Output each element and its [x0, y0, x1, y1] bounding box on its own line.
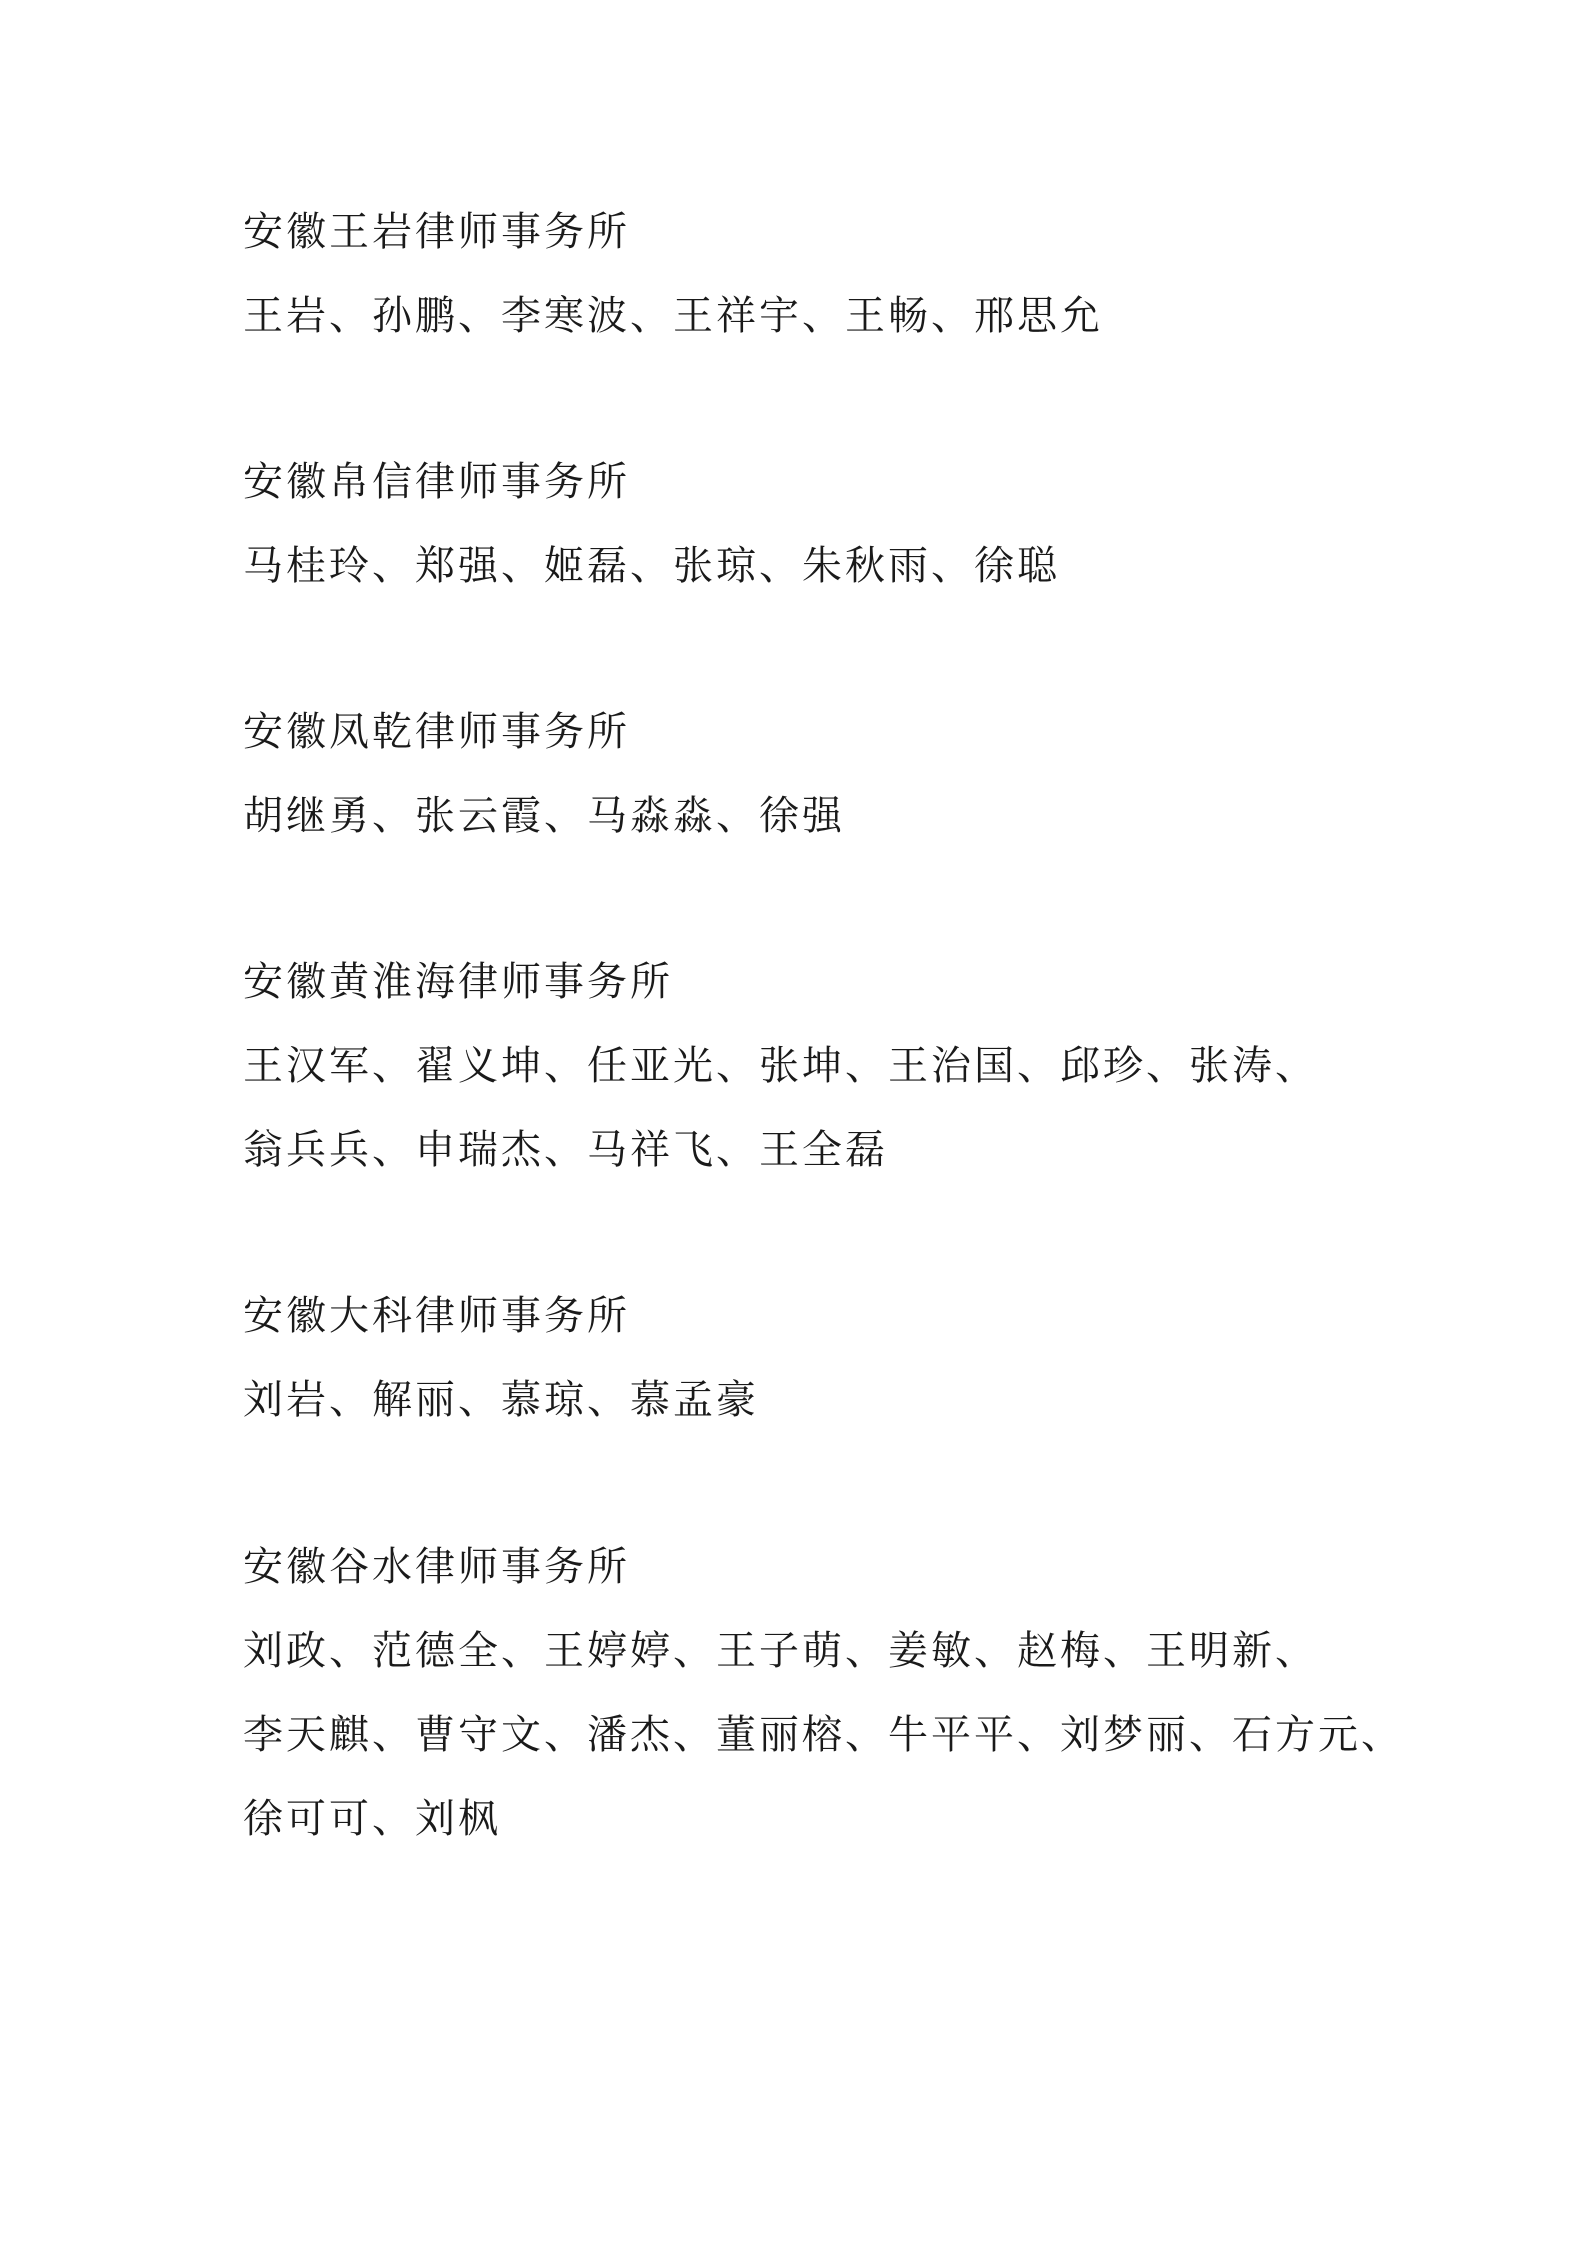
firm-name: 安徽帛信律师事务所	[243, 459, 630, 505]
member-list-line: 翁兵兵、申瑞杰、马祥飞、王全磊	[243, 1127, 888, 1173]
firm-block	[243, 690, 1393, 858]
firm-block	[243, 440, 1393, 608]
member-list-line: 刘岩、解丽、慕琼、慕孟豪	[243, 1377, 759, 1423]
firm-block	[243, 1274, 1393, 1442]
member-list-line: 刘政、范德全、王婷婷、王子萌、姜敏、赵梅、王明新、	[243, 1628, 1318, 1674]
firm-name: 安徽谷水律师事务所	[243, 1544, 630, 1590]
firm-name: 安徽王岩律师事务所	[243, 209, 630, 255]
member-list-line: 胡继勇、张云霞、马淼淼、徐强	[243, 793, 845, 839]
firm-name: 安徽凤乾律师事务所	[243, 709, 630, 755]
firm-block	[243, 1525, 1404, 1861]
member-list-line: 马桂玲、郑强、姬磊、张琼、朱秋雨、徐聪	[243, 543, 1060, 589]
member-list-line: 徐可可、刘枫	[243, 1796, 501, 1842]
member-list-line: 王汉军、翟义坤、任亚光、张坤、王治国、邱珍、张涛、	[243, 1043, 1318, 1089]
firm-name: 安徽大科律师事务所	[243, 1293, 630, 1339]
firm-block	[243, 940, 1393, 1192]
firm-name: 安徽黄淮海律师事务所	[243, 959, 673, 1005]
member-list-line: 李天麒、曹守文、潘杰、董丽榕、牛平平、刘梦丽、石方元、	[243, 1712, 1404, 1758]
member-list-line: 王岩、孙鹏、李寒波、王祥宇、王畅、邢思允	[243, 293, 1103, 339]
firm-block	[243, 190, 1393, 358]
